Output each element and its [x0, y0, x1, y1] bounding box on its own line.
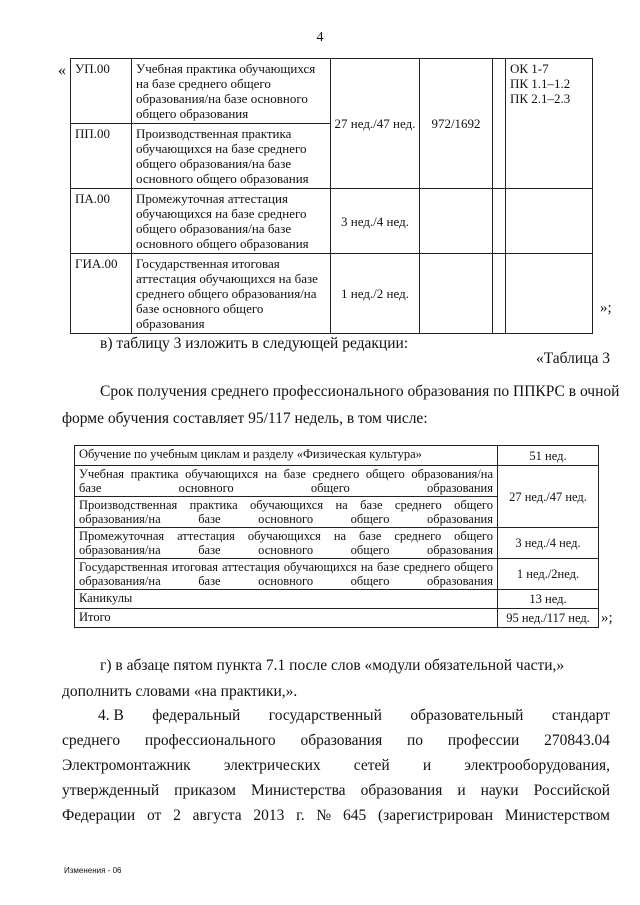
- table-row: [71, 254, 593, 334]
- row-code: УП.00: [71, 59, 132, 124]
- word: и: [457, 782, 466, 799]
- word: Российской: [533, 782, 610, 799]
- word: Министерством: [504, 807, 610, 824]
- word: приказом: [174, 782, 236, 799]
- word: электрических: [223, 757, 321, 774]
- row-text: Каникулы: [75, 590, 498, 609]
- word: электрооборудования,: [464, 757, 610, 774]
- row-code: ПА.00: [71, 189, 132, 254]
- competencies-cell: [506, 59, 593, 189]
- row-text: Обучение по учебным циклам и разделу «Физическая культура»: [75, 446, 498, 466]
- empty-cell: [420, 189, 493, 254]
- paragraph-g-line-1: г) в абзаце пятом пункта 7.1 после слов «модули обязательной части,»: [100, 657, 565, 674]
- row-text: Учебная практика обучающихся на базе среднего общего образования/на базе основного общего образования: [75, 466, 498, 497]
- table-row: [75, 609, 599, 628]
- competency-item: ПК 2.1–2.3: [510, 91, 571, 106]
- empty-cell: [493, 59, 506, 189]
- empty-cell: [506, 189, 593, 254]
- empty-cell: [506, 254, 593, 334]
- row-value: 95 нед./117 нед.: [498, 609, 599, 628]
- paragraph-4-line-5: [62, 807, 610, 825]
- practice-duration: 27 нед./47 нед.: [331, 59, 420, 189]
- row-name: Государственная итоговая аттестация обучающихся на базе среднего общего образования/на базе основного общего образования: [132, 254, 331, 334]
- table-row: [75, 466, 599, 497]
- paragraph-4-line-2: [62, 732, 610, 750]
- word: среднего: [62, 732, 121, 749]
- word: 2: [173, 807, 181, 824]
- row-text: Производственная практика обучающихся на базе среднего общего образования/на базе основного общего образования: [75, 497, 498, 528]
- word: августа: [192, 807, 242, 824]
- word: государственный: [268, 707, 382, 724]
- word: г.: [296, 807, 305, 824]
- word: 645: [342, 807, 367, 824]
- row-code: ПП.00: [71, 124, 132, 189]
- row-duration: 1 нед./2 нед.: [331, 254, 420, 334]
- word: науки: [480, 782, 519, 799]
- word: Федерации: [62, 807, 136, 824]
- row-name: Производственная практика обучающихся на базе среднего общего образования/на базе основного общего образования: [132, 124, 331, 189]
- page-number: 4: [316, 30, 324, 45]
- study-period-table: [74, 445, 599, 628]
- table-row: [75, 559, 599, 590]
- word: Министерства: [250, 782, 346, 799]
- word: утвержденный: [62, 782, 160, 799]
- row-name: Учебная практика обучающихся на базе среднего общего образования/на базе основного общего образования: [132, 59, 331, 124]
- competency-table: [70, 58, 593, 334]
- period-line-2: форме обучения составляет 95/117 недель, в том числе:: [62, 410, 428, 427]
- row-text: Итого: [75, 609, 498, 628]
- word: от: [146, 807, 162, 824]
- row-text: Промежуточная аттестация обучающихся на базе среднего общего образования/на базе основного общего образования: [75, 528, 498, 559]
- paragraph-4-line-3: [62, 757, 610, 775]
- table-row: [71, 189, 593, 254]
- word: (зарегистрирован: [377, 807, 494, 824]
- row-code: ГИА.00: [71, 254, 132, 334]
- paragraph-4-line-4: [62, 782, 610, 800]
- row-value: 13 нед.: [498, 590, 599, 609]
- word: образования: [300, 732, 383, 749]
- word: 270843.04: [544, 732, 610, 749]
- competency-item: ПК 1.1–1.2: [510, 76, 571, 91]
- row-name: Промежуточная аттестация обучающихся на базе среднего общего образования/на базе основного общего образования: [132, 189, 331, 254]
- table-row: [75, 528, 599, 559]
- table-row: [71, 59, 593, 124]
- word: 4. В: [98, 707, 124, 724]
- row-text: Государственная итоговая аттестация обучающихся на базе среднего общего образования/на базе основного общего образования: [75, 559, 498, 590]
- word: стандарт: [551, 707, 610, 724]
- word: по: [407, 732, 424, 749]
- row-value: 27 нед./47 нед.: [498, 466, 599, 528]
- row-value: 51 нед.: [498, 446, 599, 466]
- word: сетей: [353, 757, 390, 774]
- table1-close-quote: »;: [600, 300, 612, 316]
- table1-open-quote: «: [58, 62, 66, 79]
- empty-cell: [493, 254, 506, 334]
- row-value: 1 нед./2нед.: [498, 559, 599, 590]
- word: образовательный: [410, 707, 524, 724]
- row-value: 3 нед./4 нед.: [498, 528, 599, 559]
- word: профессионального: [144, 732, 276, 749]
- word: федеральный: [152, 707, 241, 724]
- footer-note: Изменения - 06: [64, 866, 122, 875]
- word: №: [316, 807, 332, 824]
- paragraph-g-line-2: дополнить словами «на практики,».: [62, 683, 298, 700]
- empty-cell: [420, 254, 493, 334]
- period-line-1: Срок получения среднего профессионального образования по ППКРС в очной: [100, 383, 620, 400]
- word: Электромонтажник: [62, 757, 191, 774]
- table-row: [75, 590, 599, 609]
- word: профессии: [447, 732, 520, 749]
- table3-label: «Таблица 3: [535, 350, 610, 367]
- empty-cell: [493, 189, 506, 254]
- paragraph-4-line-1: [98, 707, 610, 725]
- word: 2013: [253, 807, 285, 824]
- practice-hours: 972/1692: [420, 59, 493, 189]
- table3-close-quote: »;: [601, 610, 613, 626]
- word: и: [422, 757, 432, 774]
- word: образования: [360, 782, 443, 799]
- paragraph-v: в) таблицу 3 изложить в следующей редакции:: [100, 335, 409, 352]
- row-duration: 3 нед./4 нед.: [331, 189, 420, 254]
- competency-item: ОК 1-7: [510, 61, 549, 76]
- table-row: [75, 446, 599, 466]
